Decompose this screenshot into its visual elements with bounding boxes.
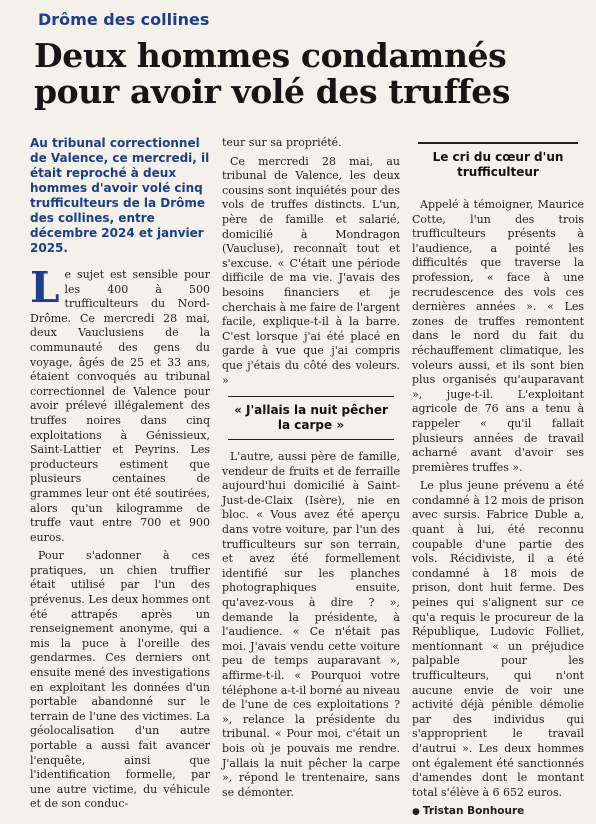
body-paragraph: Pour s'adonner à ces pratiques, un chien truffier était utilisé par l'un des prévenus. Les deux hommes ont été attrapés après un renseignement anonyme, qui a mis la puce à l'oreille des gendarmes. Ces derniers ont ensuite mené des investigations en exploitant les données d'un portable abandonné sur le terrain de l'une des victimes. La géolocalisation d'un autre portable a aussi fait avancer l'enquête, ainsi que l'identification formelle, par une autre victime, du véhicule et de son conduc- <box>30 549 210 811</box>
body-paragraph: Le plus jeune prévenu a été condamné à 12 mois de prison avec sursis. Fabrice Duble a, quant à lui, été reconnu coupable d'une partie des vols. Récidiviste, il a été condamné à 18 mois de prison, dont huit ferme. Des peines qui s'alignent sur ce qu'a requis le procureur de la République, Ludovic Folliet, mentionnant « un préjudice palpable pour les trufficulteurs, qui n'ont aucune envie de voir une activité déjà pénible démolie par des individus qui s'approprient le travail d'autrui ». Les deux hommes ont également été sanctionnés d'amendes dont le montant total s'élève à 6 652 euros. <box>412 479 584 799</box>
body-paragraph: teur sur sa propriété. <box>222 136 342 149</box>
article-chapo: Au tribunal correctionnel de Valence, ce mercredi, il était reproché à deux hommes d'avoir volé cinq trufficulteurs de la Drôme des collines, entre décembre 2024 et janvier 2025. <box>30 136 210 255</box>
author-signature <box>412 804 584 820</box>
box-title: Le cri du cœur d'un trufficulteur <box>418 142 578 190</box>
body-paragraph <box>30 263 210 545</box>
column-2 <box>222 136 400 804</box>
article-headline: Deux hommes condamnés pour avoir volé des truffes <box>34 36 511 111</box>
body-text: e sujet est sensible pour les 400 à 500 trufficulteurs du Nord-Drôme. Ce mercredi 28 mai, deux Vauclusiens de la communauté des gens du voyage, âgés de 25 et 33 ans, étaient convoqués au tribunal correctionnel de Valence pour avoir prélevé illégalement des truffes noires dans cinq exploitations à Génissieux, Saint-Lattier et Peyrins. Les producteurs estiment que plusieurs centaines de grammes leur ont été soutirées, alors qu'un kilogramme de truffe vaut entre 700 et 900 euros. <box>30 268 210 544</box>
article-rubric: Drôme des collines <box>38 10 210 29</box>
body-paragraph: Appelé à témoigner, Maurice Cotte, l'un des trois trufficulteurs présents à l'audience, a pointé les difficultés que traverse la profession, « face à une recrudescence des vols ces dernières années ». « Les zones de truffes remontent dans le nord du fait du réchauffement climatique, les voleurs aussi, et ils sont bien plus organisés qu'auparavant », juge-t-il. L'exploitant agricole de 76 ans a tenu à rappeler « qu'il fallait plusieurs années de travail acharné avant d'avoir ses premières truffes ». <box>412 198 584 474</box>
column-3 <box>412 136 584 824</box>
drop-cap: L <box>30 263 60 312</box>
body-paragraph: Ce mercredi 28 mai, au tribunal de Valence, les deux cousins sont inquiétés pour des vols de truffes distincts. L'un, père de famille et salarié, domicilié à Mondragon (Vaucluse), reconnaît tout et s'excuse. « C'était une période difficile de ma vie. J'avais des besoins financiers et je cherchais à me faire de l'argent facile, explique-t-il à la barre. C'est lorsque j'ai été placé en garde à vue que j'ai compris que j'étais du côté des voleurs. » <box>222 154 400 387</box>
author-name: Tristan Bonhoure <box>422 805 525 818</box>
bullet-icon: ● <box>412 807 420 818</box>
intertitle: « J'allais la nuit pêcher la carpe » <box>228 396 394 440</box>
column-1 <box>30 136 210 816</box>
body-paragraph: L'autre, aussi père de famille, vendeur de fruits et de ferraille aujourd'hui domicilié à Saint-Just-de-Claix (Isère), nie en bloc. « Vous avez été aperçu dans votre voiture, par l'un des trufficulteurs sur son terrain, et avez été formellement identifié sur les planches photographiques ensuite, qu'avez-vous à dire ? », demande la présidente, à l'audience. « Ce n'était pas moi. J'avais vendu cette voiture peu de temps auparavant », affirme-t-il. « Pourquoi votre téléphone a-t-il borné au niveau de l'une de ces exploitations ? », relance la présidente du tribunal. « Pour moi, c'était un bois où je pouvais me rendre. J'allais la nuit pêcher la carpe », répond le trentenaire, sans se démonter. <box>222 450 400 799</box>
